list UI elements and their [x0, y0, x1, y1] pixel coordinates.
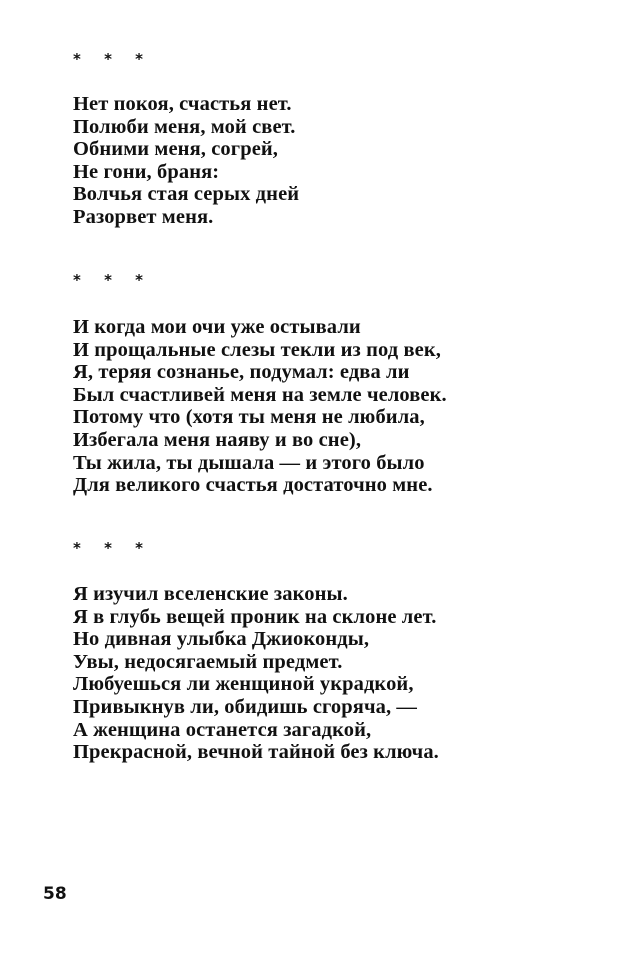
poem-2-line: Я, теряя сознанье, подумал: едва ли	[73, 361, 410, 384]
poem-1-line: Волчья стая серых дней	[73, 183, 300, 206]
poem-2-line: Ты жила, ты дышала — и этого было	[73, 451, 425, 474]
poem-1-separator: * * *	[73, 50, 152, 68]
poem-3-line: Я в глубь вещей проник на склоне лет.	[73, 605, 437, 628]
poem-2-line: И прощальные слезы текли из под век,	[73, 338, 441, 361]
poem-1	[73, 93, 299, 229]
poem-1-line: Не гони, браня:	[73, 160, 220, 183]
poem-3-line: Но дивная улыбка Джиоконды,	[73, 628, 370, 651]
poem-3	[73, 583, 439, 764]
poem-3-separator: * * *	[73, 539, 152, 557]
poem-1-line: Полюби меня, мой свет.	[73, 115, 296, 138]
poem-2-separator: * * *	[73, 271, 152, 289]
poem-3-line: Увы, недосягаемый предмет.	[73, 650, 343, 673]
poem-2-line: Был счастливей меня на земле человек.	[73, 383, 447, 406]
poem-1-line: Обними меня, согрей,	[73, 138, 279, 161]
poem-3-line: А женщина останется загадкой,	[73, 718, 372, 741]
poem-3-line: Прекрасной, вечной тайной без ключа.	[73, 741, 439, 764]
poem-3-line: Привыкнув ли, обидишь сгоряча, —	[73, 695, 418, 718]
poem-2-line: Потому что (хотя ты меня не любила,	[73, 406, 425, 429]
poem-1-line: Нет покоя, счастья нет.	[73, 93, 292, 115]
page-number: 58	[43, 884, 67, 904]
poem-3-line: Любуешься ли женщиной украдкой,	[73, 673, 414, 696]
poem-1-line: Разорвет меня.	[73, 205, 214, 228]
poem-2-line: И когда мои очи уже остывали	[73, 316, 361, 338]
poem-2-line: Избегала меня наяву и во сне),	[73, 428, 362, 451]
poem-2	[73, 316, 447, 497]
poem-3-line: Я изучил вселенские законы.	[73, 583, 348, 605]
poem-2-line: Для великого счастья достаточно мне.	[73, 474, 433, 497]
